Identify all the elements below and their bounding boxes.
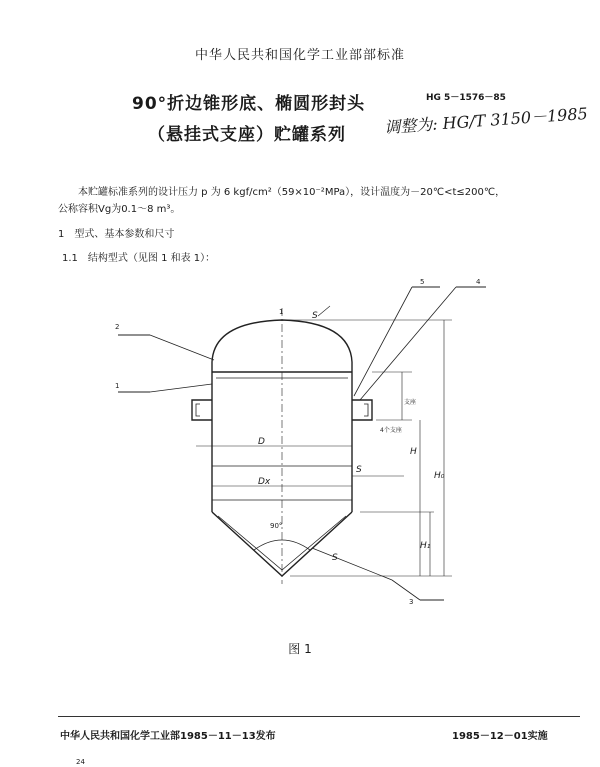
paragraph-line-2: 公称容积Vg为0.1～8 m³。 xyxy=(58,204,181,215)
top-mark-label: 1 xyxy=(279,308,284,316)
page-number: 24 xyxy=(76,758,85,766)
callout-2: 2 xyxy=(115,323,120,331)
support-count-label: 4个支座 xyxy=(380,427,402,434)
s-label-shell: S xyxy=(356,465,362,475)
paragraph-line-1: 本贮罐标准系列的设计压力 p 为 6 kgf/cm²（59×10⁻²MPa），设计温度为－20℃<t≤200℃， xyxy=(78,187,506,198)
cone-angle-label: 90° xyxy=(270,522,283,530)
callout-1: 1 xyxy=(115,382,120,390)
diameter-label: D xyxy=(258,437,265,447)
issuing-organization: 中华人民共和国化学工业部部标准 xyxy=(194,48,405,63)
s-label-head: S xyxy=(312,311,318,321)
standard-code: HG 5－1576－85 xyxy=(426,93,506,103)
footer-divider xyxy=(58,716,580,717)
s-label-cone: S xyxy=(332,553,338,563)
effective-date: 1985－12－01实施 xyxy=(452,731,548,742)
h1-label: H₁ xyxy=(420,541,431,551)
section-1-heading: 1 型式、基本参数和尺寸 xyxy=(58,229,175,240)
issue-date: 中华人民共和国化学工业部1985－11－13发布 xyxy=(60,731,276,742)
figure-caption: 图 1 xyxy=(288,642,312,656)
support-right xyxy=(352,400,372,420)
h-label: H xyxy=(410,447,417,457)
support-left xyxy=(192,400,212,420)
title-line-2: （悬挂式支座）贮罐系列 xyxy=(148,125,346,145)
handwritten-note: 调整为: HG/T 3150－1985 xyxy=(383,103,589,138)
dx-label: Dx xyxy=(258,477,271,487)
h0-label: H₀ xyxy=(434,471,445,481)
callout-4: 4 xyxy=(476,278,481,286)
support-height-label: 支座 xyxy=(404,399,417,406)
callout-3: 3 xyxy=(409,598,414,606)
title-line-1: 90°折边锥形底、椭圆形封头 xyxy=(132,94,366,114)
section-1-1-heading: 1.1 结构型式（见图 1 和表 1）： xyxy=(62,253,216,264)
callout-5: 5 xyxy=(420,278,425,286)
